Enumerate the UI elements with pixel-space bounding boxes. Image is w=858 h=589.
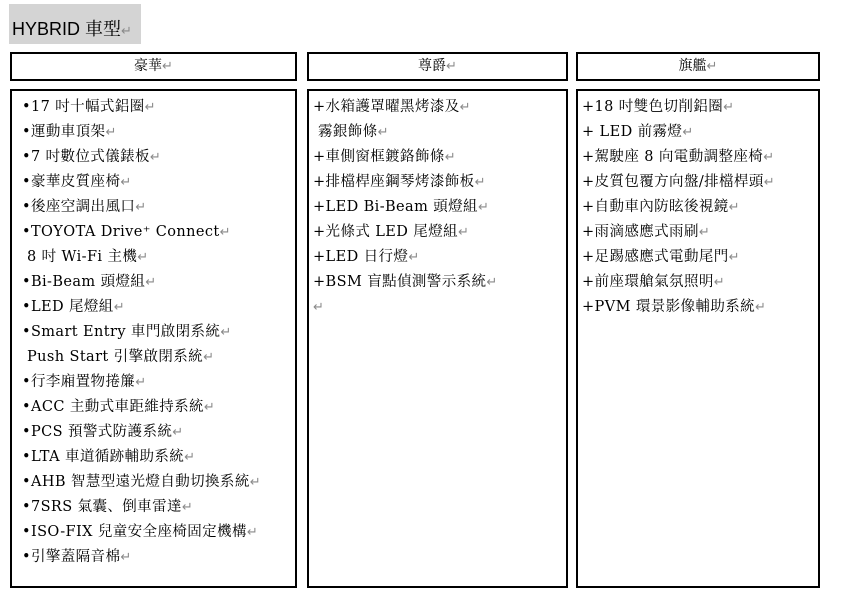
paragraph-mark-icon: ↵ — [459, 100, 471, 115]
feature-item: •行李廂置物捲簾↵ — [22, 374, 147, 390]
feature-list-luxury — [12, 91, 295, 570]
paragraph-mark-icon: ↵ — [313, 300, 325, 315]
paragraph-mark-icon: ↵ — [477, 200, 490, 215]
feature-item: + LED 前霧燈↵ — [582, 124, 694, 140]
paragraph-mark-icon: ↵ — [706, 59, 718, 74]
feature-item: +排檔桿座鋼琴烤漆飾板↵ — [313, 174, 486, 190]
feature-item: •ACC 主動式車距維持系統↵ — [22, 399, 216, 415]
feature-item: •運動車頂架↵ — [22, 124, 117, 140]
paragraph-mark-icon: ↵ — [458, 225, 470, 240]
feature-item: •17 吋十幅式鋁圈↵ — [22, 99, 156, 115]
feature-item: •LTA 車道循跡輔助系統↵ — [22, 449, 196, 465]
paragraph-mark-icon: ↵ — [120, 175, 132, 190]
paragraph-mark-icon: ↵ — [184, 450, 196, 465]
feature-item: •引擎蓋隔音棉↵ — [22, 549, 132, 565]
feature-item: +前座環艙氣氛照明↵ — [582, 274, 726, 290]
feature-item: +18 吋雙色切削鋁圈↵ — [582, 99, 735, 115]
feature-item: +自動車內防眩後視鏡↵ — [582, 199, 740, 215]
feature-item: +足踢感應式電動尾門↵ — [582, 249, 740, 265]
paragraph-mark-icon: ↵ — [203, 350, 215, 365]
feature-item: +PVM 環景影像輔助系統↵ — [582, 299, 767, 315]
column-header-flagship: 旗艦↵ — [576, 52, 820, 81]
paragraph-mark-icon: ↵ — [728, 200, 740, 215]
paragraph-mark-icon: ↵ — [135, 200, 147, 215]
paragraph-mark-icon: ↵ — [135, 375, 147, 390]
feature-item: •AHB 智慧型遠光燈自動切換系統↵ — [22, 474, 262, 490]
feature-item: +皮質包覆方向盤/排檔桿頭↵ — [582, 174, 776, 190]
paragraph-mark-icon: ↵ — [713, 275, 726, 290]
column-header-luxury: 豪華↵ — [10, 52, 297, 81]
paragraph-mark-icon: ↵ — [120, 550, 132, 565]
feature-item: +LED 日行燈↵ — [313, 249, 420, 265]
paragraph-mark-icon: ↵ — [755, 300, 767, 315]
paragraph-mark-icon: ↵ — [105, 125, 117, 140]
paragraph-mark-icon: ↵ — [444, 150, 457, 165]
paragraph-mark-icon: ↵ — [162, 59, 173, 74]
paragraph-mark-icon: ↵ — [249, 475, 262, 490]
feature-item: •ISO-FIX 兒童安全座椅固定機構↵ — [22, 524, 259, 540]
feature-item: +駕駛座 8 向電動調整座椅↵ — [582, 149, 775, 165]
feature-item: •Bi-Beam 頭燈組↵ — [22, 274, 157, 290]
paragraph-mark-icon: ↵ — [486, 275, 498, 290]
feature-item: +光條式 LED 尾燈組↵ — [313, 224, 470, 240]
column-header-premium: 尊爵↵ — [307, 52, 568, 81]
paragraph-mark-icon: ↵ — [474, 175, 486, 190]
column-flagship — [576, 89, 820, 588]
feature-item: •後座空調出風口↵ — [22, 199, 147, 215]
paragraph-mark-icon: ↵ — [220, 325, 232, 340]
feature-item: Push Start 引擎啟閉系統↵ — [22, 349, 215, 365]
paragraph-mark-icon: ↵ — [408, 250, 420, 265]
feature-item: +雨滴感應式雨刷↵ — [582, 224, 711, 240]
feature-item: +水箱護罩曜黑烤漆及↵ — [313, 99, 471, 115]
feature-item: +BSM 盲點偵測警示系統↵ — [313, 274, 498, 290]
paragraph-mark-icon: ↵ — [145, 275, 157, 290]
paragraph-mark-icon: ↵ — [682, 125, 694, 140]
doc-title: HYBRID 車型↵ — [12, 19, 132, 39]
feature-item: 8 吋 Wi-Fi 主機↵ — [22, 249, 149, 265]
feature-item: +LED Bi-Beam 頭燈組↵ — [313, 199, 490, 215]
paragraph-mark-icon: ↵ — [203, 400, 216, 415]
paragraph-mark-icon: ↵ — [181, 500, 194, 515]
paragraph-mark-icon: ↵ — [246, 525, 259, 540]
feature-list-premium — [309, 91, 566, 320]
feature-item: 霧銀飾條↵ — [313, 124, 389, 140]
feature-item: •LED 尾燈組↵ — [22, 299, 125, 315]
feature-item: •Smart Entry 車門啟閉系統↵ — [22, 324, 232, 340]
paragraph-mark-icon: ↵ — [728, 250, 740, 265]
feature-item: •PCS 預警式防護系統↵ — [22, 424, 184, 440]
feature-item — [313, 295, 566, 320]
feature-list-flagship — [578, 91, 818, 320]
column-luxury — [10, 89, 297, 588]
paragraph-mark-icon: ↵ — [446, 59, 457, 74]
paragraph-mark-icon: ↵ — [137, 250, 149, 265]
paragraph-mark-icon: ↵ — [113, 300, 125, 315]
paragraph-mark-icon: ↵ — [723, 100, 735, 115]
feature-item: •豪華皮質座椅↵ — [22, 174, 132, 190]
paragraph-mark-icon: ↵ — [172, 425, 184, 440]
paragraph-mark-icon: ↵ — [763, 150, 775, 165]
paragraph-mark-icon: ↵ — [149, 150, 162, 165]
feature-item: +車側窗框鍍鉻飾條↵ — [313, 149, 457, 165]
feature-item: •7 吋數位式儀錶板↵ — [22, 149, 162, 165]
paragraph-mark-icon: ↵ — [698, 225, 711, 240]
feature-item: •TOYOTA Drive⁺ Connect↵ — [22, 224, 231, 240]
paragraph-mark-icon: ↵ — [377, 125, 389, 140]
paragraph-mark-icon: ↵ — [121, 24, 132, 39]
paragraph-mark-icon: ↵ — [763, 175, 776, 190]
column-premium — [307, 89, 568, 588]
feature-item: •7SRS 氣囊、倒車雷達↵ — [22, 499, 194, 515]
paragraph-mark-icon: ↵ — [219, 225, 231, 240]
paragraph-mark-icon: ↵ — [144, 100, 156, 115]
